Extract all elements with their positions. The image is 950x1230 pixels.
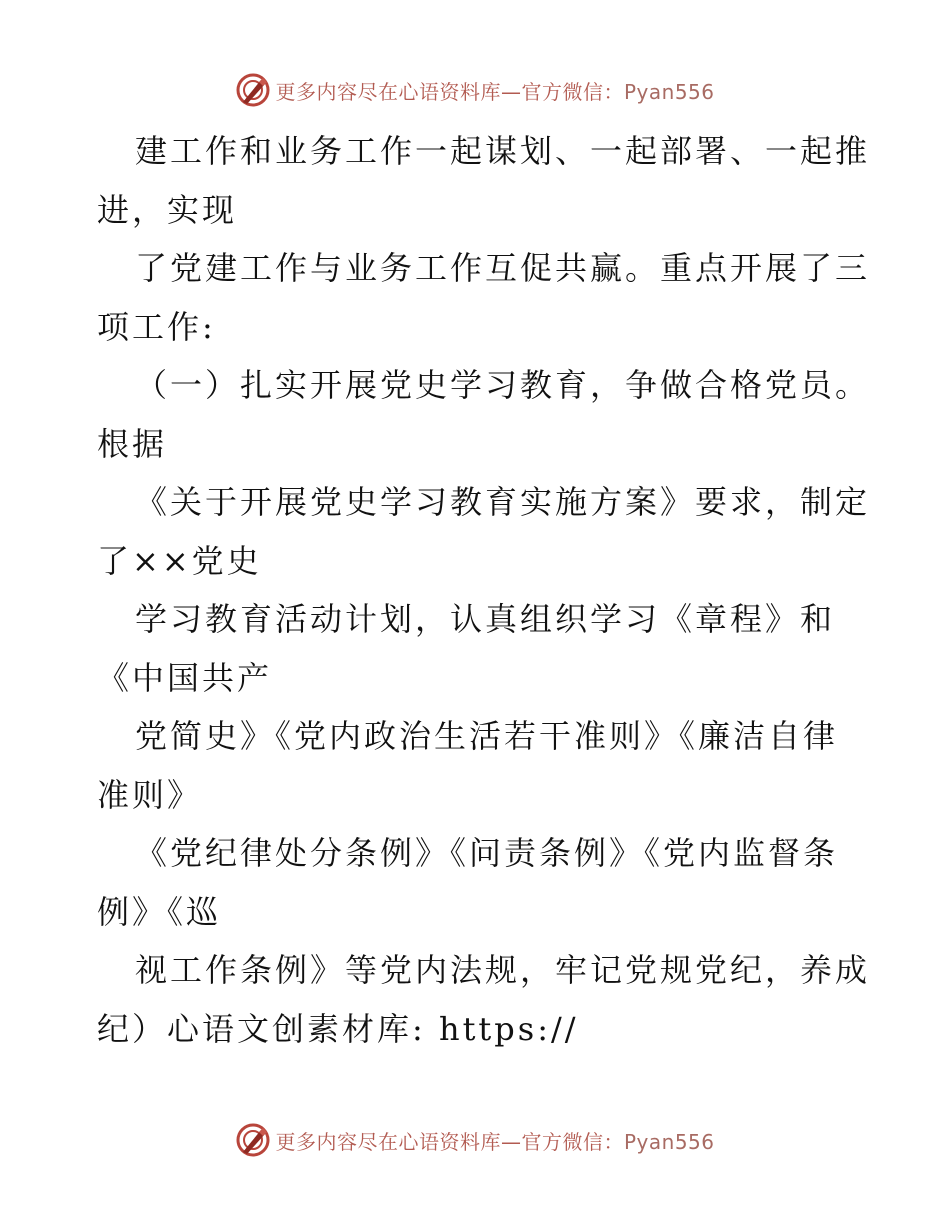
document-body [97, 122, 871, 1058]
text-line: 《党纪律处分条例》《问责条例》《党内监督条 [135, 834, 839, 872]
text-line: （一）扎实开展党史学习教育，争做合格党员。 [135, 366, 871, 404]
text-line: 例》《巡 [97, 892, 222, 931]
text-line: 《关于开展党史学习教育实施方案》要求，制定 [135, 483, 871, 521]
text-line: 进，实现 [97, 190, 238, 229]
footer-banner [0, 1120, 950, 1160]
header-wechat-id: Pyan556 [623, 79, 715, 104]
text-line: 准则》 [97, 775, 203, 814]
text-line: 了××党史 [97, 541, 262, 580]
pen-logo-icon [235, 1122, 271, 1158]
text-line: 根据 [97, 424, 168, 463]
text-line: 视工作条例》等党内法规，牢记党规党纪，养成 [135, 951, 871, 989]
pen-logo-icon [235, 72, 271, 108]
text-line: 《中国共产 [97, 658, 273, 697]
text-line: 党简史》《党内政治生活若干准则》《廉洁自律 [135, 717, 839, 755]
text-line: 项工作: [97, 307, 216, 346]
footer-wechat-id: Pyan556 [623, 1129, 715, 1154]
text-line: 了党建工作与业务工作互促共赢。重点开展了三 [135, 249, 871, 287]
header-banner-text: 更多内容尽在心语资料库—官方微信：Pyan556 [275, 79, 715, 104]
text-line: 纪）心语文创素材库: https:// [97, 1009, 579, 1048]
text-line: 学习教育活动计划，认真组织学习《章程》和 [135, 600, 836, 638]
text-line: 建工作和业务工作一起谋划、一起部署、一起推 [135, 132, 871, 170]
footer-banner-text: 更多内容尽在心语资料库—官方微信：Pyan556 [275, 1129, 715, 1154]
header-banner [0, 70, 950, 110]
